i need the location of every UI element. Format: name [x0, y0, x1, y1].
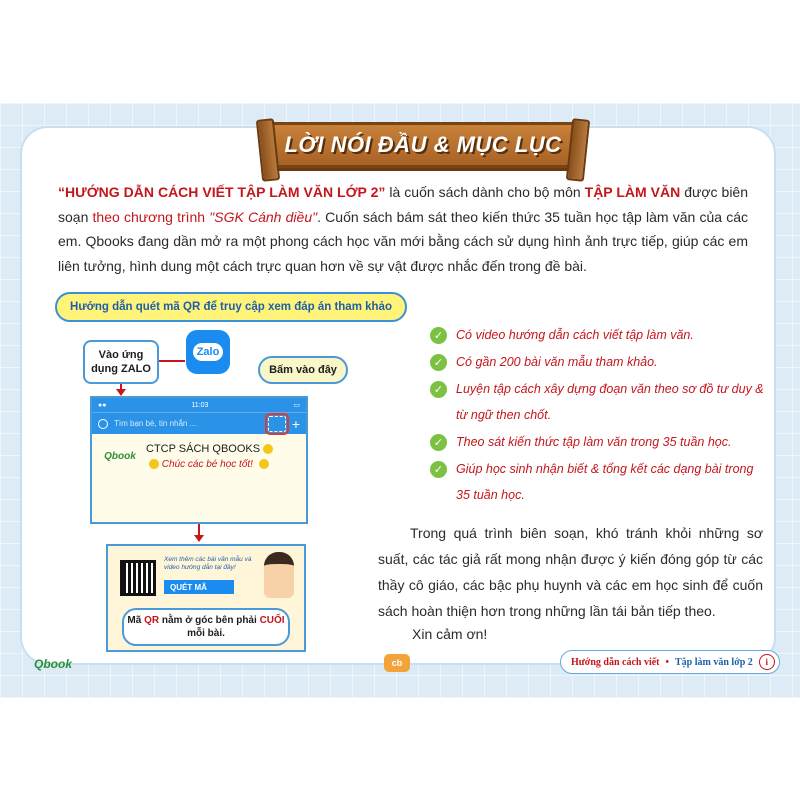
intro-text-4: . Cuốn sách bám sát theo kiến thức 35 tuần học tập làm văn của các em. Qbooks đang dần mở ra một phong cách học văn mới bằng cách sử dụng hình ảnh trực tiếp, giúp các em liên tưởng, hình dung một cách trực quan hơn về sự vật được nhắc đến trong đề bài.: [58, 208, 748, 274]
plus-icon: +: [291, 415, 300, 432]
qr-code-icon: [120, 560, 156, 596]
greeting: [146, 459, 273, 470]
qr-note-c: mỗi bài.: [187, 628, 225, 639]
title-board: [268, 122, 578, 168]
check-icon: ✓: [430, 434, 447, 451]
footer-tag-sep: •: [665, 656, 670, 668]
search-placeholder: Tìm bạn bè, tin nhắn ...: [114, 419, 197, 428]
intro-paragraph: [58, 180, 748, 278]
qr-scan-icon: [268, 416, 286, 432]
feature-text: Theo sát kiến thức tập làm văn trong 35 tuần học.: [456, 435, 732, 449]
zalo-app-icon: [186, 330, 230, 374]
qr-guide-banner: Hướng dẫn quét mã QR để truy cập xem đáp án tham khảo: [55, 292, 407, 322]
search-icon: [98, 419, 108, 429]
check-icon: ✓: [430, 327, 447, 344]
footer-book-tag: [560, 650, 780, 674]
footer-qbooks-logo: Qbook: [34, 657, 72, 671]
thanks-text: Xin cảm ơn!: [412, 626, 488, 642]
qr-location-note: [122, 608, 290, 646]
feature-list: [430, 322, 765, 508]
phone-search-bar: [92, 412, 306, 434]
qr-note-end: CUỐI: [259, 615, 285, 626]
callout-tap-here: Bấm vào đây: [258, 356, 348, 384]
page-title: LỜI NÓI ĐẦU & MỤC LỤC: [284, 132, 562, 157]
student-illustration: [264, 552, 294, 598]
page-number: i: [759, 654, 775, 670]
phone-time: 11:03: [191, 401, 209, 409]
qr-note-b: nằm ở góc bên phải: [159, 615, 260, 626]
battery-icon: ▭: [293, 402, 300, 409]
scan-code-button: QUÉT MÃ: [164, 580, 234, 594]
company-name: [146, 443, 273, 455]
phone-chat: [92, 434, 306, 478]
check-icon: ✓: [430, 461, 447, 478]
intro-text-2: được biên soạn: [58, 184, 749, 225]
feature-item: [430, 322, 765, 348]
arrow-zalo-head: [116, 389, 126, 396]
check-icon: ✓: [430, 381, 447, 398]
intro-text-1: là cuốn sách dành cho bộ môn: [385, 184, 585, 200]
feature-item: [430, 429, 765, 455]
qbooks-mini-logo: Qbook: [104, 450, 136, 462]
qr-note-a: Mã: [127, 615, 145, 626]
company-label: CTCP SÁCH QBOOKS: [146, 442, 261, 455]
feature-item: [430, 349, 765, 375]
greeting-text: Chúc các bé học tốt!: [161, 458, 253, 470]
qr-note-qr: QR: [144, 615, 160, 626]
phone-screen: [90, 396, 308, 524]
smile-emoji-icon: [263, 444, 273, 454]
footer-tag-a: Hướng dẫn cách viết: [571, 656, 660, 668]
cat-emoji-icon: [149, 459, 159, 469]
closing-paragraph: Trong quá trình biên soạn, khó tránh khỏi những sơ suất, các tác giả rất mong nhận được ý kiến đóng góp từ các thầy cô giáo, các bậc phụ huynh và các em học sinh để cuốn sách hoàn thiện hơn trong những lần tái bản tiếp theo.: [378, 525, 763, 619]
phone-status-bar: [92, 398, 306, 412]
arrow-logo-line: [159, 360, 185, 362]
check-icon: ✓: [430, 354, 447, 371]
feature-item: [430, 376, 765, 428]
qr-sample-card: [106, 544, 306, 652]
wifi-icon: ●●: [98, 401, 107, 409]
feature-text: Giúp học sinh nhận biết & tổng kết các dạng bài trong 35 tuần học.: [456, 462, 754, 502]
intro-text-3: theo chương trình: [92, 208, 210, 225]
feature-text: Có gần 200 bài văn mẫu tham khảo.: [456, 355, 658, 369]
footer-tag-b: Tập làm văn lớp 2: [675, 656, 753, 668]
program-name: "SGK Cánh diều": [209, 208, 318, 225]
book-title: “HƯỚNG DẪN CÁCH VIẾT TẬP LÀM VĂN LỚP 2”: [58, 184, 386, 200]
footer-publisher-mark: cb: [384, 654, 410, 672]
feature-item: [430, 456, 765, 508]
subject-name: TẬP LÀM VĂN: [584, 184, 681, 200]
feature-text: Luyện tập cách xây dựng đoạn văn theo sơ đồ tư duy & từ ngữ then chốt.: [456, 382, 764, 422]
cat-emoji-icon-2: [259, 459, 269, 469]
arrow-down-head: [194, 535, 204, 542]
callout-open-zalo: Vào ứng dụng ZALO: [83, 340, 159, 384]
zalo-logo-text: Zalo: [193, 343, 224, 361]
qr-caption: Xem thêm các bài văn mẫu và video hướng dẫn tại đây!: [164, 556, 252, 571]
feature-text: Có video hướng dẫn cách viết tập làm văn.: [456, 328, 694, 342]
